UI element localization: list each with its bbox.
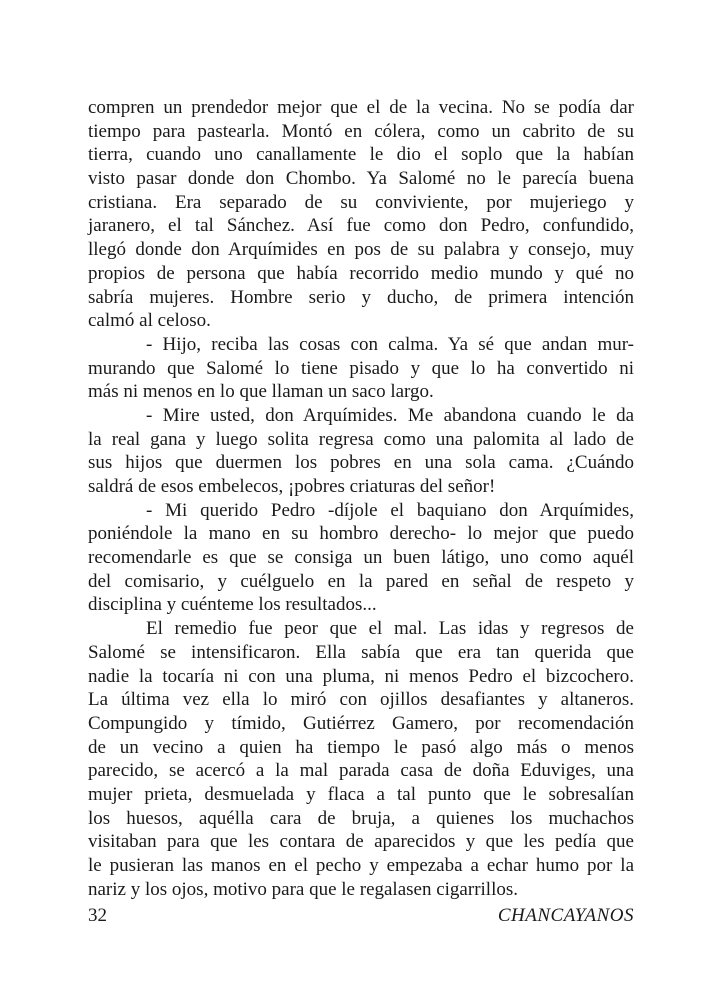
- text-line: llegó donde don Arquímides en pos de su palabra y consejo, muy: [88, 239, 634, 261]
- text-line: disciplina y cuénteme los resultados...: [88, 594, 377, 616]
- text-line: del comisario, y cuélguelo en la pared en señal de respeto y: [88, 570, 634, 592]
- text-line: sus hijos que duermen los pobres en una sola cama. ¿Cuándo: [88, 452, 634, 474]
- text-line: - Mire usted, don Arquímides. Me abandona cuando le da: [146, 404, 634, 426]
- text-line: nadie la tocaría ni con una pluma, ni menos Pedro el bizcochero.: [88, 665, 634, 687]
- text-line: - Hijo, reciba las cosas con calma. Ya sé que andan mur-: [146, 333, 634, 355]
- text-line: más ni menos en lo que llaman un saco largo.: [88, 381, 434, 403]
- text-line: parecido, se acercó a la mal parada casa de doña Eduviges, una: [88, 760, 634, 782]
- text-line: la real gana y luego solita regresa como una palomita al lado de: [88, 428, 634, 450]
- text-line: poniéndole la mano en su hombro derecho- lo mejor que puedo: [88, 523, 634, 545]
- text-line: compren un prendedor mejor que el de la vecina. No se podía dar: [88, 97, 634, 118]
- page-number: 32: [88, 905, 107, 926]
- text-line: Salomé se intensificaron. Ella sabía que era tan querida que: [88, 641, 634, 663]
- text-line: jaranero, el tal Sánchez. Así fue como don Pedro, confundido,: [88, 215, 634, 237]
- text-line: los huesos, aquélla cara de bruja, a quienes los muchachos: [88, 807, 634, 829]
- text-line: El remedio fue peor que el mal. Las idas y regresos de: [146, 618, 634, 640]
- text-line: mujer prieta, desmuelada y flaca a tal punto que le sobresalían: [88, 783, 634, 805]
- text-line: visto pasar donde don Chombo. Ya Salomé no le parecía buena: [88, 168, 634, 190]
- text-line: propios de persona que había recorrido medio mundo y qué no: [88, 262, 634, 284]
- text-line: - Mi querido Pedro -díjole el baquiano don Arquímides,: [146, 499, 634, 521]
- text-line: Compungido y tímido, Gutiérrez Gamero, por recomendación: [88, 712, 634, 734]
- text-line: recomendarle es que se consiga un buen látigo, uno como aquél: [88, 547, 634, 569]
- text-line: le pusieran las manos en el pecho y empezaba a echar humo por la: [88, 855, 634, 876]
- text-line: tierra, cuando uno canallamente le dio el soplo que la habían: [88, 144, 634, 166]
- page-body: [88, 96, 634, 901]
- text-line: visitaban para que les contara de aparecidos y que les pedía que: [88, 831, 634, 853]
- text-line: sabría mujeres. Hombre serio y ducho, de primera intención: [88, 286, 634, 308]
- text-line: murando que Salomé lo tiene pisado y que lo ha convertido ni: [88, 357, 634, 379]
- text-line: saldrá de esos embelecos, ¡pobres criaturas del señor!: [88, 476, 496, 497]
- running-title: CHANCAYANOS: [497, 905, 634, 926]
- text-line: tiempo para pastearla. Montó en cólera, como un cabrito de su: [88, 120, 634, 142]
- text-line: La última vez ella lo miró con ojillos desafiantes y altaneros.: [88, 689, 634, 711]
- text-line: calmó al celoso.: [88, 310, 211, 332]
- text-line: cristiana. Era separado de su conviviente, por mujeriego y: [88, 191, 634, 213]
- text-line: de un vecino a quien ha tiempo le pasó algo más o menos: [88, 736, 634, 758]
- text-line: nariz y los ojos, motivo para que le regalasen cigarrillos.: [88, 878, 519, 900]
